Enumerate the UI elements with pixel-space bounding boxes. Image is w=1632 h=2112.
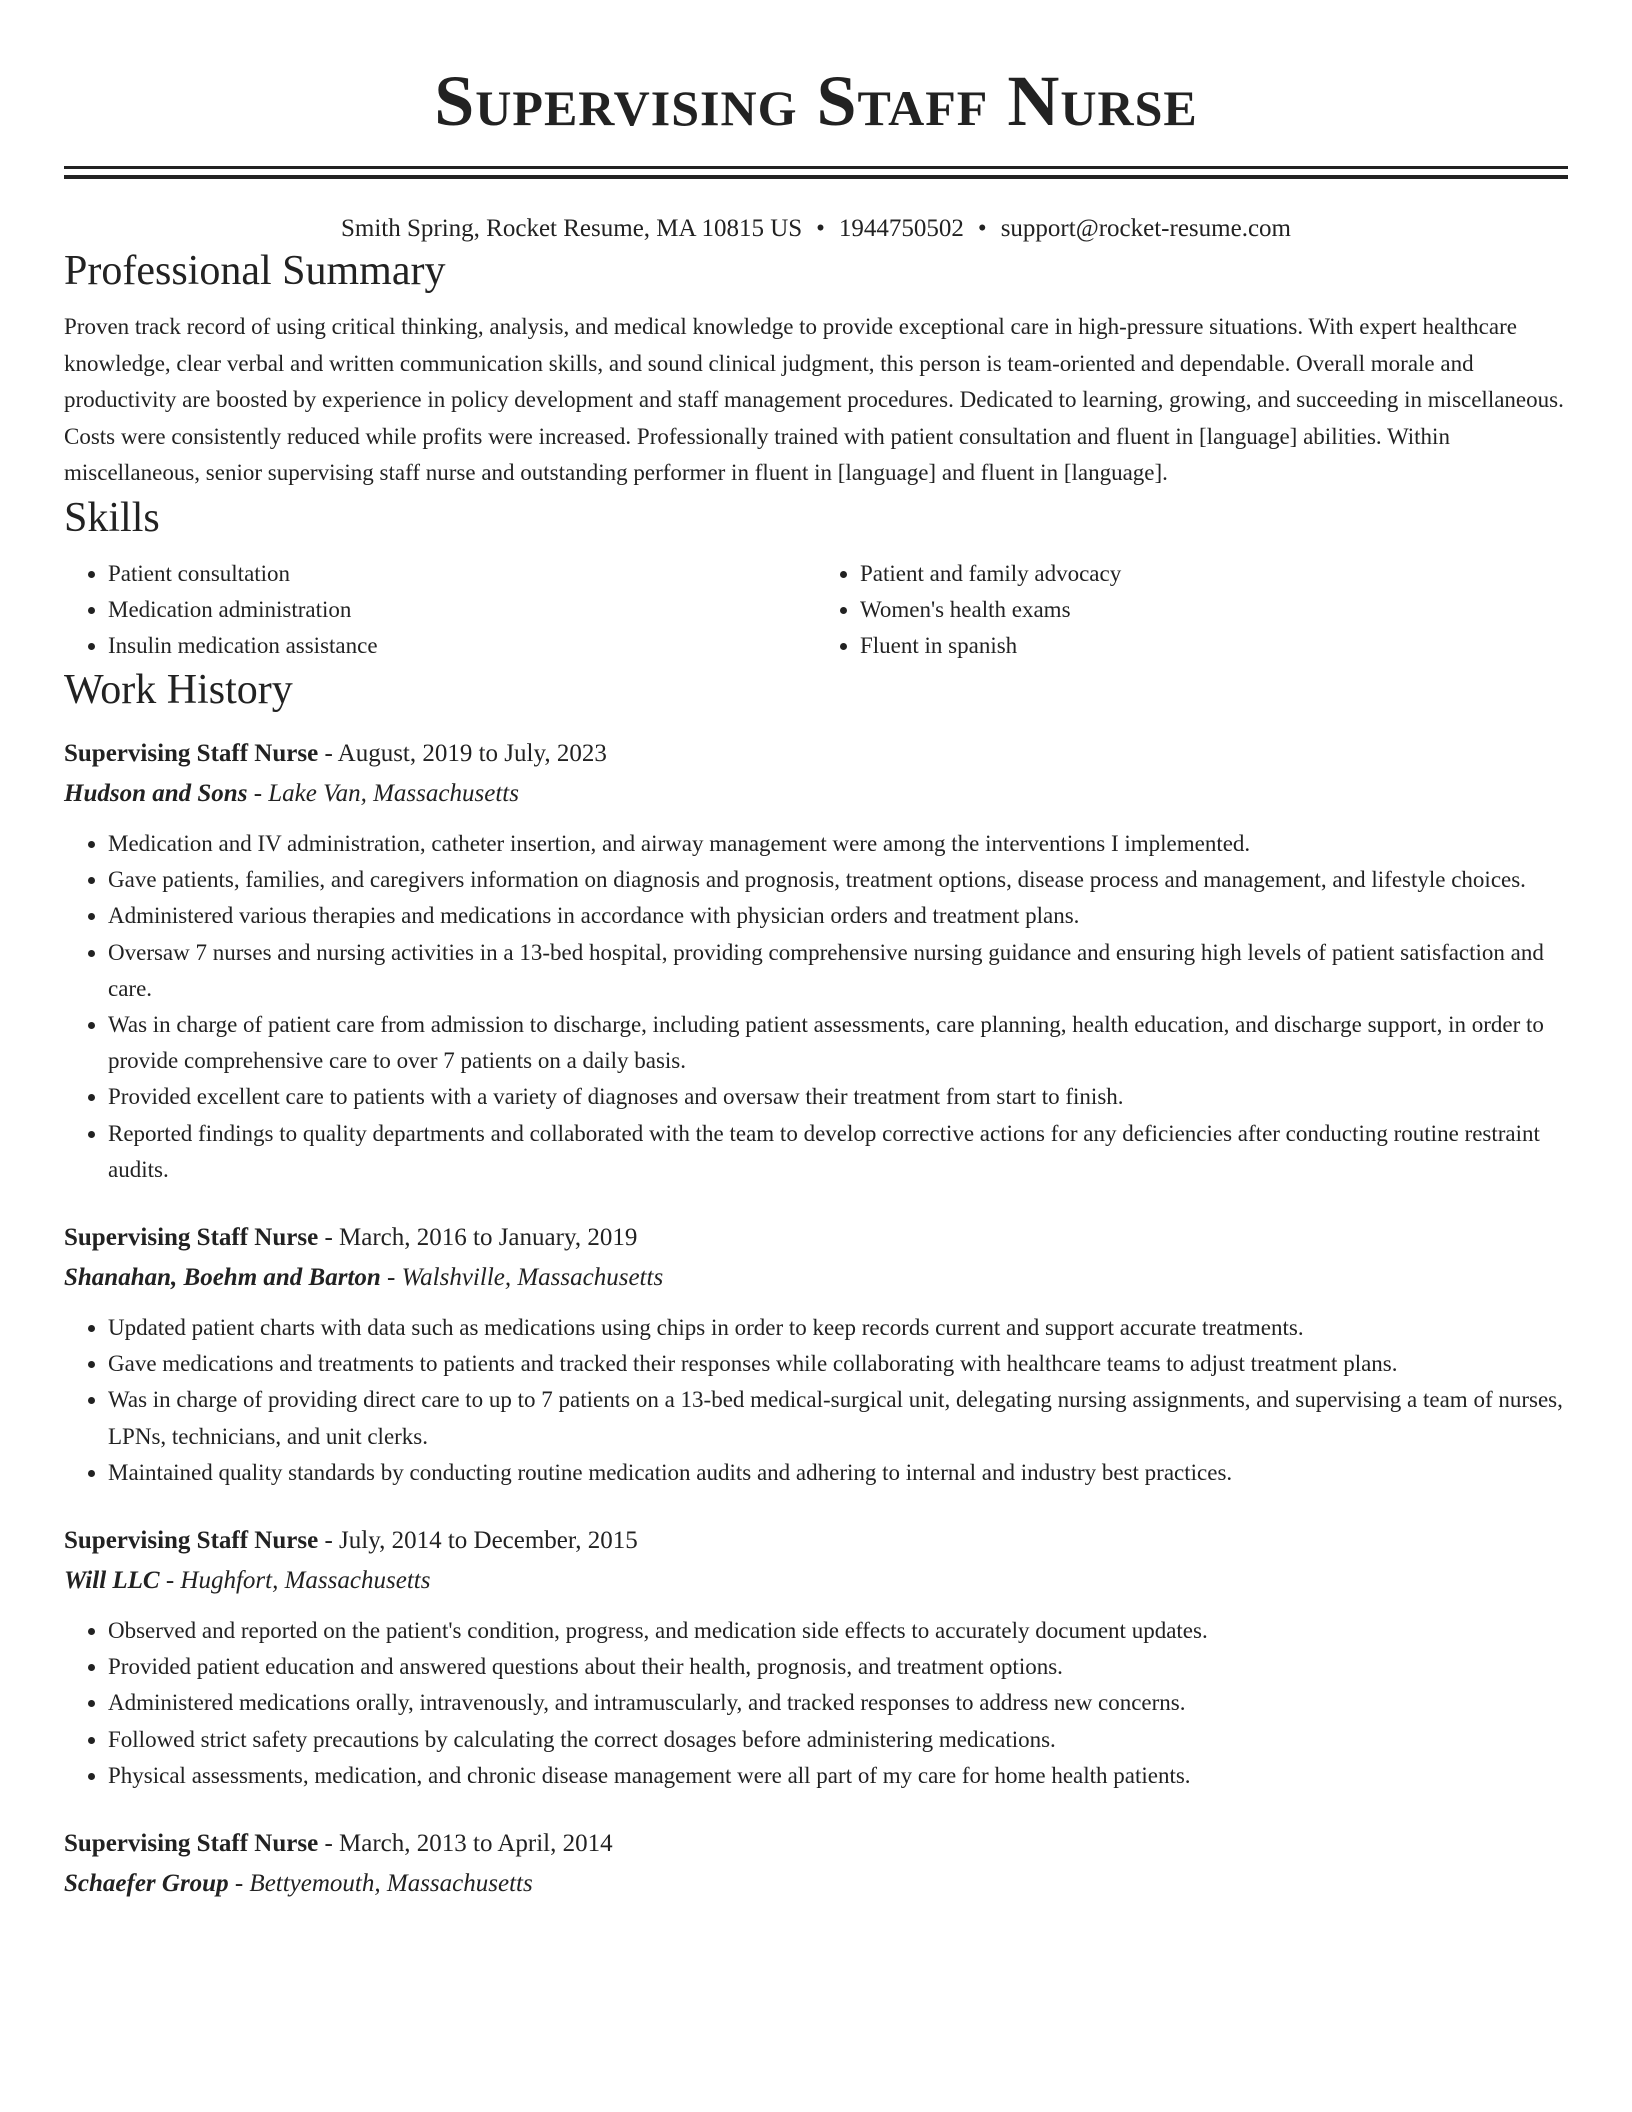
- job-bullet: • Reported findings to quality departments and collaborated with the team to develop corrective actions for any deficiencies after conducting routine restraint audits.: [108, 1116, 1568, 1188]
- job-company-line: [64, 1864, 1568, 1904]
- skills-list: [64, 556, 1568, 664]
- skill-item: • Insulin medication assistance: [108, 628, 816, 664]
- job-company-line: [64, 774, 1568, 814]
- job-location: - Walshville, Massachusetts: [380, 1264, 664, 1291]
- skills-column-right: [816, 556, 1568, 664]
- job-bullet: • Updated patient charts with data such as medications using chips in order to keep records current and support accurate treatments.: [108, 1310, 1568, 1346]
- section-heading-skills: Skills: [64, 494, 160, 541]
- job-role: Supervising Staff Nurse: [64, 739, 319, 767]
- job-bullet: • Administered medications orally, intravenously, and intramuscularly, and tracked responses to address new concerns.: [108, 1685, 1568, 1721]
- contact-separator: •: [977, 215, 987, 242]
- job-role: Supervising Staff Nurse: [64, 1527, 319, 1555]
- job-company: Schaefer Group: [64, 1870, 229, 1898]
- job-title-line: [64, 1521, 1568, 1561]
- skill-item: • Fluent in spanish: [860, 628, 1568, 664]
- job-role: Supervising Staff Nurse: [64, 1224, 319, 1251]
- title-divider-bottom: [64, 175, 1568, 179]
- job-bullet: • Medication and IV administration, catheter insertion, and airway management were among the interventions I implemented.: [108, 826, 1568, 862]
- job-bullet: • Provided excellent care to patients with a variety of diagnoses and oversaw their treatment from start to finish.: [108, 1079, 1568, 1115]
- job-entry: [64, 1218, 1568, 1491]
- job-location: - Lake Van, Massachusetts: [247, 779, 519, 807]
- job-bullet: • Followed strict safety precautions by calculating the correct dosages before administering medications.: [108, 1722, 1568, 1758]
- job-bullet: • Oversaw 7 nurses and nursing activities in a 13-bed hospital, providing comprehensive nursing guidance and ensuring high levels of patient satisfaction and care.: [108, 935, 1568, 1007]
- job-role: Supervising Staff Nurse: [64, 1830, 319, 1858]
- job-dates: - July, 2014 to December, 2015: [318, 1527, 638, 1555]
- resume-title: Supervising Staff Nurse: [434, 61, 1198, 141]
- job-company: Hudson and Sons: [64, 779, 248, 807]
- skills-column-left: [64, 556, 816, 664]
- job-location: - Hughfort, Massachusetts: [159, 1567, 431, 1595]
- job-bullet: • Gave patients, families, and caregivers information on diagnosis and prognosis, treatment options, disease process and management, and lifestyle choices.: [108, 862, 1568, 898]
- job-company-line: [64, 1561, 1568, 1601]
- section-heading-work-history: Work History: [64, 666, 293, 713]
- contact-phone: 1944750502: [838, 215, 964, 242]
- job-bullet: • Observed and reported on the patient's condition, progress, and medication side effects to accurately document updates.: [108, 1613, 1568, 1649]
- skill-item: • Women's health exams: [860, 592, 1568, 628]
- skill-item: • Patient and family advocacy: [860, 556, 1568, 592]
- job-title-line: [64, 1824, 1568, 1864]
- job-dates: - March, 2013 to April, 2014: [318, 1830, 613, 1858]
- job-entry: [64, 1824, 1568, 1904]
- job-bullet: • Gave medications and treatments to patients and tracked their responses while collaborating with healthcare teams to adjust treatment plans.: [108, 1346, 1568, 1382]
- job-entry: [64, 734, 1568, 1188]
- job-title-line: [64, 1218, 1568, 1258]
- job-bullets: [64, 1613, 1568, 1794]
- title-divider-top: [64, 166, 1568, 169]
- section-heading-summary: Professional Summary: [64, 248, 446, 294]
- job-company: Will LLC: [64, 1567, 160, 1595]
- job-bullet: • Administered various therapies and medications in accordance with physician orders and treatment plans.: [108, 898, 1568, 934]
- job-company-line: [64, 1258, 1568, 1298]
- job-bullet: • Was in charge of providing direct care to up to 7 patients on a 13-bed medical-surgical unit, delegating nursing assignments, and supervising a team of nurses, LPNs, technicians, and unit clerks.: [108, 1382, 1568, 1454]
- job-bullet: • Was in charge of patient care from admission to discharge, including patient assessments, care planning, health education, and discharge support, in order to provide comprehensive care to over 7 patients on a daily basis.: [108, 1007, 1568, 1079]
- contact-separator: •: [816, 215, 825, 242]
- contact-line: [64, 213, 1568, 245]
- job-bullets: [64, 826, 1568, 1188]
- skill-item: • Medication administration: [108, 592, 816, 628]
- job-bullets: [64, 1310, 1568, 1491]
- job-bullet: • Maintained quality standards by conducting routine medication audits and adhering to internal and industry best practices.: [108, 1455, 1568, 1491]
- job-location: - Bettyemouth, Massachusetts: [228, 1870, 533, 1898]
- job-entry: [64, 1521, 1568, 1794]
- job-bullet: • Physical assessments, medication, and chronic disease management were all part of my care for home health patients.: [108, 1758, 1568, 1794]
- job-title-line: [64, 734, 1568, 774]
- skill-item: • Patient consultation: [108, 556, 816, 592]
- job-dates: - March, 2016 to January, 2019: [318, 1224, 638, 1251]
- summary-text: Proven track record of using critical thinking, analysis, and medical knowledge to provide exceptional care in high-pressure situations. With expert healthcare knowledge, clear verbal and written communication skills, and sound clinical judgment, this person is team-oriented and dependable. Overall morale and productivity are boosted by experience in policy development and staff management procedures. Dedicated to learning, growing, and succeeding in miscellaneous. Costs were consistently reduced while profits were increased. Professionally trained with patient consultation and fluent in [language] abilities. Within miscellaneous, senior supervising staff nurse and outstanding performer in fluent in [language] and fluent in [language].: [64, 314, 1564, 486]
- contact-email: support@rocket-resume.com: [1000, 215, 1291, 242]
- contact-address: Smith Spring, Rocket Resume, MA 10815 US: [341, 215, 803, 242]
- job-company: Shanahan, Boehm and Barton: [64, 1264, 381, 1291]
- job-dates: - August, 2019 to July, 2023: [318, 739, 607, 767]
- job-bullet: • Provided patient education and answered questions about their health, prognosis, and treatment options.: [108, 1649, 1568, 1685]
